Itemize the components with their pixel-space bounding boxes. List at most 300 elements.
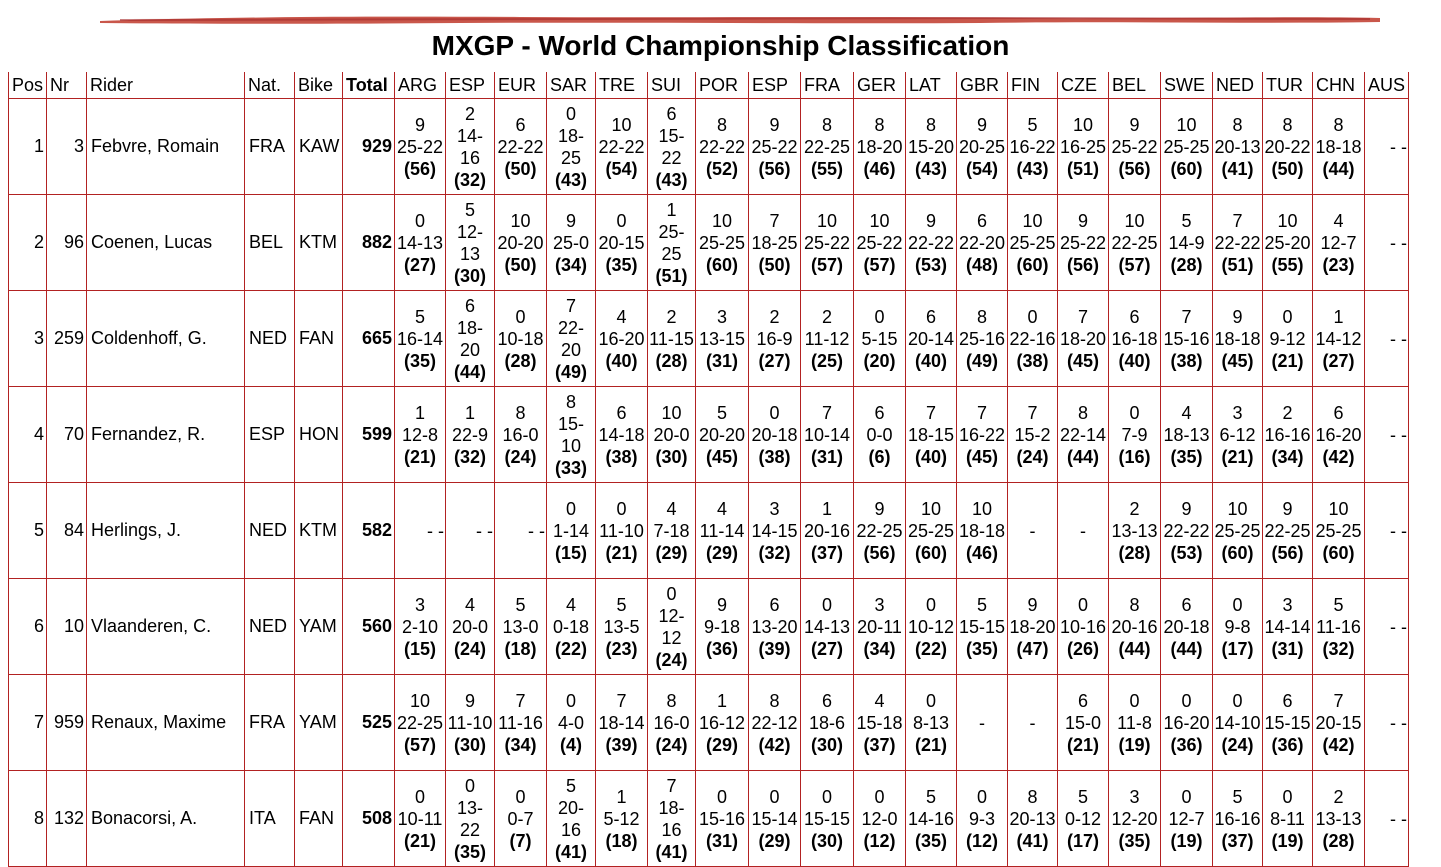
- heat-points: 15-15: [959, 616, 1006, 637]
- race-gain: 3: [1232, 402, 1243, 423]
- race-gain: 6: [874, 402, 885, 423]
- race-total: (22): [915, 638, 948, 659]
- race-result-cell: [1109, 99, 1161, 195]
- race-gain: 6: [515, 114, 526, 135]
- race-result-cell: [854, 675, 906, 771]
- race-gain: 7: [515, 690, 526, 711]
- race-gain: 6: [977, 210, 988, 231]
- bike-cell: FAN: [295, 771, 343, 867]
- heat-points: 16-9: [756, 328, 793, 349]
- heat-points: 6-12: [1219, 424, 1256, 445]
- race-gain: 0: [566, 103, 577, 124]
- heat-points: 22-22: [497, 136, 544, 157]
- rider-cell: Coenen, Lucas: [87, 195, 245, 291]
- heat-points: 12-20: [1111, 808, 1158, 829]
- race-gain: 0: [769, 402, 780, 423]
- race-gain: 10: [1176, 114, 1197, 135]
- race-gain: 5: [616, 594, 627, 615]
- race-gain: 5: [415, 306, 426, 327]
- race-total: (28): [1170, 254, 1203, 275]
- race-total: (41): [1016, 830, 1049, 851]
- race-gain: 5: [566, 775, 577, 796]
- heat-points: 15-16: [1163, 328, 1210, 349]
- heat-points: 14-13: [397, 232, 444, 253]
- heat-points: 1-14: [553, 520, 590, 541]
- race-result-cell: [1161, 195, 1213, 291]
- race-gain: 1: [666, 199, 677, 220]
- race-total: (56): [404, 158, 437, 179]
- race-result-cell: [1008, 195, 1058, 291]
- race-result-cell: [648, 483, 696, 579]
- race-gain: 8: [1333, 114, 1344, 135]
- race-result-cell: [446, 291, 495, 387]
- race-gain: 10: [661, 402, 682, 423]
- race-result-cell: - -: [1365, 771, 1409, 867]
- col-race-tur: TUR: [1263, 72, 1313, 99]
- race-result-cell: [1109, 387, 1161, 483]
- race-total: (40): [915, 446, 948, 467]
- race-gain: 7: [1027, 402, 1038, 423]
- race-gain: 8: [1282, 114, 1293, 135]
- race-result-cell: -: [957, 675, 1008, 771]
- col-rider: Rider: [87, 72, 245, 99]
- race-result-cell: [1161, 579, 1213, 675]
- race-result-cell: [696, 99, 749, 195]
- heat-points: 15-0: [1065, 712, 1102, 733]
- race-total: (55): [1271, 254, 1304, 275]
- race-gain: 6: [616, 402, 627, 423]
- race-total: (31): [706, 350, 739, 371]
- race-result-cell: [1313, 387, 1365, 483]
- race-total: (44): [1118, 638, 1151, 659]
- heat-points: 14-12: [1315, 328, 1362, 349]
- race-total: (34): [504, 734, 537, 755]
- race-gain: 7: [926, 402, 937, 423]
- heat-points: 7-18: [653, 520, 690, 541]
- race-result-cell: [648, 291, 696, 387]
- race-gain: 3: [769, 498, 780, 519]
- col-pos: Pos: [9, 72, 47, 99]
- race-gain: 0: [566, 690, 577, 711]
- race-gain: 0: [515, 306, 526, 327]
- race-total: (56): [1067, 254, 1100, 275]
- race-total: (30): [811, 830, 844, 851]
- race-gain: 8: [926, 114, 937, 135]
- heat-points: 0-7: [507, 808, 534, 829]
- race-result-cell: [1263, 675, 1313, 771]
- heat-points: 11-16: [498, 712, 543, 733]
- heat-points: 9-12: [1269, 328, 1306, 349]
- race-gain: 8: [717, 114, 728, 135]
- race-result-cell: [1058, 579, 1109, 675]
- heat-points: 0-18: [553, 616, 590, 637]
- race-total: (37): [811, 542, 844, 563]
- heat-points: 20-16: [1111, 616, 1158, 637]
- race-gain: 3: [874, 594, 885, 615]
- race-total: (30): [811, 734, 844, 755]
- race-total: (6): [868, 446, 891, 467]
- race-gain: 2: [1129, 498, 1140, 519]
- race-total: (21): [1221, 446, 1254, 467]
- race-total: (39): [605, 734, 638, 755]
- race-result-cell: [749, 195, 801, 291]
- race-gain: 8: [1232, 114, 1243, 135]
- race-total: (49): [966, 350, 999, 371]
- race-result-cell: [1213, 291, 1263, 387]
- race-total: (38): [758, 446, 791, 467]
- col-race-bel: BEL: [1109, 72, 1161, 99]
- heat-points: 8-13: [913, 712, 950, 733]
- race-total: (60): [1322, 542, 1355, 563]
- heat-points: 15-22: [658, 125, 685, 168]
- race-result-cell: [547, 675, 596, 771]
- heat-points: 13-22: [457, 797, 484, 840]
- race-result-cell: - -: [1365, 291, 1409, 387]
- race-gain: 2: [822, 306, 833, 327]
- heat-points: 12-7: [1320, 232, 1357, 253]
- race-gain: 8: [666, 690, 677, 711]
- race-gain: 9: [1232, 306, 1243, 327]
- total-cell: 508: [343, 771, 395, 867]
- table-row: [9, 579, 1409, 675]
- race-gain: 4: [1333, 210, 1344, 231]
- race-total: (30): [454, 734, 487, 755]
- race-result-cell: [395, 291, 446, 387]
- race-total: (41): [555, 841, 588, 862]
- race-total: (57): [863, 254, 896, 275]
- race-gain: 10: [1073, 114, 1094, 135]
- race-gain: 5: [465, 199, 476, 220]
- heat-points: 18-18: [959, 520, 1006, 541]
- total-cell: 929: [343, 99, 395, 195]
- bike-cell: HON: [295, 387, 343, 483]
- race-gain: 4: [666, 498, 677, 519]
- race-total: (54): [605, 158, 638, 179]
- race-result-cell: [1161, 675, 1213, 771]
- race-total: (43): [655, 169, 688, 190]
- col-total: Total: [343, 72, 395, 99]
- race-gain: 6: [926, 306, 937, 327]
- race-total: (16): [1118, 446, 1151, 467]
- race-result-cell: [801, 579, 854, 675]
- heat-points: 20-11: [857, 616, 902, 637]
- race-result-cell: -: [1058, 483, 1109, 579]
- race-result-cell: [446, 675, 495, 771]
- race-result-cell: [446, 771, 495, 867]
- race-result-cell: [696, 483, 749, 579]
- heat-points: 15-18: [856, 712, 903, 733]
- race-total: (44): [1067, 446, 1100, 467]
- race-gain: 6: [769, 594, 780, 615]
- race-gain: 4: [1181, 402, 1192, 423]
- race-result-cell: [648, 99, 696, 195]
- race-gain: 0: [1181, 786, 1192, 807]
- page-title: MXGP - World Championship Classification: [431, 30, 1010, 61]
- race-result-cell: [547, 291, 596, 387]
- race-total: (57): [1118, 254, 1151, 275]
- race-gain: 9: [1129, 114, 1140, 135]
- race-gain: 4: [616, 306, 627, 327]
- race-result-cell: [547, 771, 596, 867]
- race-gain: 8: [1129, 594, 1140, 615]
- race-gain: 4: [717, 498, 728, 519]
- race-result-cell: [854, 99, 906, 195]
- race-gain: 9: [566, 210, 577, 231]
- race-total: (48): [966, 254, 999, 275]
- race-gain: 10: [1277, 210, 1298, 231]
- heat-points: 25-22: [1111, 136, 1158, 157]
- race-result-cell: [495, 675, 547, 771]
- race-result-cell: [1161, 387, 1213, 483]
- race-result-cell: [1109, 291, 1161, 387]
- race-result-cell: [1058, 195, 1109, 291]
- race-gain: 5: [977, 594, 988, 615]
- race-total: (60): [915, 542, 948, 563]
- race-gain: 7: [769, 210, 780, 231]
- heat-points: 22-12: [751, 712, 798, 733]
- heat-points: 22-9: [452, 424, 489, 445]
- race-total: (28): [1322, 830, 1355, 851]
- rider-cell: Renaux, Maxime: [87, 675, 245, 771]
- rider-cell: Herlings, J.: [87, 483, 245, 579]
- race-total: (40): [1118, 350, 1151, 371]
- race-result-cell: [1213, 387, 1263, 483]
- heat-points: 14-16: [457, 125, 484, 168]
- col-race-arg: ARG: [395, 72, 446, 99]
- race-total: (24): [655, 649, 688, 670]
- race-gain: 9: [1027, 594, 1038, 615]
- race-total: (29): [706, 542, 739, 563]
- race-total: (15): [555, 542, 588, 563]
- heat-points: 20-16: [804, 520, 851, 541]
- race-gain: 10: [510, 210, 531, 231]
- race-gain: 2: [1282, 402, 1293, 423]
- race-result-cell: [1058, 291, 1109, 387]
- race-gain: 6: [1333, 402, 1344, 423]
- heat-points: 12-0: [861, 808, 898, 829]
- heat-points: 15-10: [558, 413, 585, 456]
- nr-cell: 84: [47, 483, 87, 579]
- race-gain: 4: [465, 594, 476, 615]
- race-result-cell: [1161, 483, 1213, 579]
- race-gain: 2: [769, 306, 780, 327]
- heat-points: 9-18: [704, 616, 741, 637]
- race-total: (40): [605, 350, 638, 371]
- heat-points: 18-25: [751, 232, 798, 253]
- heat-points: 9-8: [1224, 616, 1251, 637]
- heat-points: 16-0: [502, 424, 539, 445]
- race-total: (21): [1067, 734, 1100, 755]
- nat-cell: FRA: [245, 99, 295, 195]
- race-result-cell: [1008, 771, 1058, 867]
- heat-points: 22-22: [699, 136, 746, 157]
- race-gain: 0: [717, 786, 728, 807]
- race-total: (38): [605, 446, 638, 467]
- race-total: (56): [1271, 542, 1304, 563]
- rider-cell: Fernandez, R.: [87, 387, 245, 483]
- heat-points: 13-15: [699, 328, 746, 349]
- heat-points: 25-0: [553, 232, 590, 253]
- race-total: (45): [1067, 350, 1100, 371]
- col-race-por: POR: [696, 72, 749, 99]
- race-result-cell: - -: [1365, 579, 1409, 675]
- race-result-cell: [1263, 771, 1313, 867]
- race-gain: 5: [1333, 594, 1344, 615]
- heat-points: 11-12: [804, 328, 850, 349]
- race-total: (46): [863, 158, 896, 179]
- race-result-cell: [749, 387, 801, 483]
- race-total: (21): [404, 830, 437, 851]
- race-gain: 7: [1181, 306, 1192, 327]
- race-result-cell: [906, 387, 957, 483]
- heat-points: 11-16: [1316, 616, 1361, 637]
- race-result-cell: [547, 99, 596, 195]
- race-total: (12): [863, 830, 896, 851]
- heat-points: 11-10: [447, 712, 493, 733]
- race-total: (57): [404, 734, 437, 755]
- race-result-cell: [596, 483, 648, 579]
- race-total: (4): [560, 734, 583, 755]
- race-result-cell: [1161, 291, 1213, 387]
- race-result-cell: [1008, 579, 1058, 675]
- col-race-ned: NED: [1213, 72, 1263, 99]
- race-result-cell: [648, 771, 696, 867]
- race-result-cell: [1263, 483, 1313, 579]
- col-race-sar: SAR: [547, 72, 596, 99]
- race-result-cell: [1313, 483, 1365, 579]
- race-result-cell: [648, 579, 696, 675]
- race-gain: 0: [515, 786, 526, 807]
- nat-cell: BEL: [245, 195, 295, 291]
- table-row: [9, 483, 1409, 579]
- table-row: [9, 387, 1409, 483]
- race-gain: 0: [1129, 690, 1140, 711]
- race-gain: 9: [769, 114, 780, 135]
- heat-points: 13-0: [502, 616, 539, 637]
- pos-cell: 6: [9, 579, 47, 675]
- race-gain: 0: [874, 786, 885, 807]
- race-result-cell: [1109, 579, 1161, 675]
- heat-points: 14-16: [908, 808, 955, 829]
- race-gain: 9: [977, 114, 988, 135]
- race-result-cell: [957, 291, 1008, 387]
- pos-cell: 5: [9, 483, 47, 579]
- race-result-cell: [801, 99, 854, 195]
- bike-cell: KTM: [295, 195, 343, 291]
- pos-cell: 7: [9, 675, 47, 771]
- heat-points: 16-22: [959, 424, 1006, 445]
- race-result-cell: [395, 195, 446, 291]
- race-total: (29): [655, 542, 688, 563]
- total-cell: 582: [343, 483, 395, 579]
- heat-points: 22-25: [1111, 232, 1158, 253]
- race-total: (21): [404, 446, 437, 467]
- race-result-cell: [1313, 579, 1365, 675]
- race-result-cell: [395, 771, 446, 867]
- col-race-lat: LAT: [906, 72, 957, 99]
- race-gain: 0: [977, 786, 988, 807]
- col-race-esp: ESP: [446, 72, 495, 99]
- race-gain: 0: [1129, 402, 1140, 423]
- race-result-cell: [957, 579, 1008, 675]
- heat-points: 16-18: [1111, 328, 1158, 349]
- race-total: (42): [1322, 734, 1355, 755]
- race-total: (38): [1016, 350, 1049, 371]
- race-gain: 4: [566, 594, 577, 615]
- race-total: (19): [1170, 830, 1203, 851]
- race-gain: 6: [822, 690, 833, 711]
- race-result-cell: [596, 291, 648, 387]
- heat-points: 18-18: [1214, 328, 1261, 349]
- rider-cell: Bonacorsi, A.: [87, 771, 245, 867]
- race-result-cell: - -: [1365, 483, 1409, 579]
- race-gain: 5: [1027, 114, 1038, 135]
- race-gain: 2: [666, 306, 677, 327]
- race-total: (12): [966, 830, 999, 851]
- race-gain: 10: [410, 690, 431, 711]
- race-gain: 10: [1022, 210, 1043, 231]
- race-result-cell: [749, 771, 801, 867]
- heat-points: 25-22: [1060, 232, 1107, 253]
- race-total: (24): [1221, 734, 1254, 755]
- race-gain: 10: [817, 210, 838, 231]
- heat-points: 25-20: [1264, 232, 1311, 253]
- race-total: (34): [1271, 446, 1304, 467]
- race-total: (36): [706, 638, 739, 659]
- race-gain: 7: [566, 295, 577, 316]
- heat-points: 15-14: [751, 808, 798, 829]
- heat-points: 20-20: [699, 424, 746, 445]
- race-gain: 7: [616, 690, 627, 711]
- heat-points: 15-15: [1264, 712, 1311, 733]
- heat-points: 25-22: [856, 232, 903, 253]
- heat-points: 12-12: [658, 605, 685, 648]
- col-nat: Nat.: [245, 72, 295, 99]
- race-gain: 0: [874, 306, 885, 327]
- race-total: (19): [1118, 734, 1151, 755]
- col-nr: Nr: [47, 72, 87, 99]
- race-result-cell: [1313, 291, 1365, 387]
- race-total: (42): [758, 734, 791, 755]
- race-result-cell: [906, 99, 957, 195]
- race-total: (52): [706, 158, 739, 179]
- heat-points: 22-25: [397, 712, 444, 733]
- nat-cell: FRA: [245, 675, 295, 771]
- classification-body: [9, 99, 1409, 867]
- heat-points: 22-20: [959, 232, 1006, 253]
- race-total: (50): [504, 158, 537, 179]
- race-result-cell: [801, 771, 854, 867]
- col-race-fin: FIN: [1008, 72, 1058, 99]
- race-result-cell: [854, 483, 906, 579]
- race-gain: 9: [1078, 210, 1089, 231]
- race-gain: 5: [717, 402, 728, 423]
- race-result-cell: [906, 771, 957, 867]
- heat-points: 15-20: [908, 136, 955, 157]
- race-result-cell: [1213, 579, 1263, 675]
- race-gain: 9: [926, 210, 937, 231]
- race-gain: 9: [415, 114, 426, 135]
- race-gain: 1: [822, 498, 833, 519]
- race-total: (51): [1221, 254, 1254, 275]
- heat-points: 16-14: [397, 328, 444, 349]
- nat-cell: NED: [245, 483, 295, 579]
- heat-points: 22-25: [804, 136, 851, 157]
- race-gain: 8: [977, 306, 988, 327]
- race-result-cell: - -: [1365, 99, 1409, 195]
- nat-cell: NED: [245, 291, 295, 387]
- heat-points: 16-20: [1315, 424, 1362, 445]
